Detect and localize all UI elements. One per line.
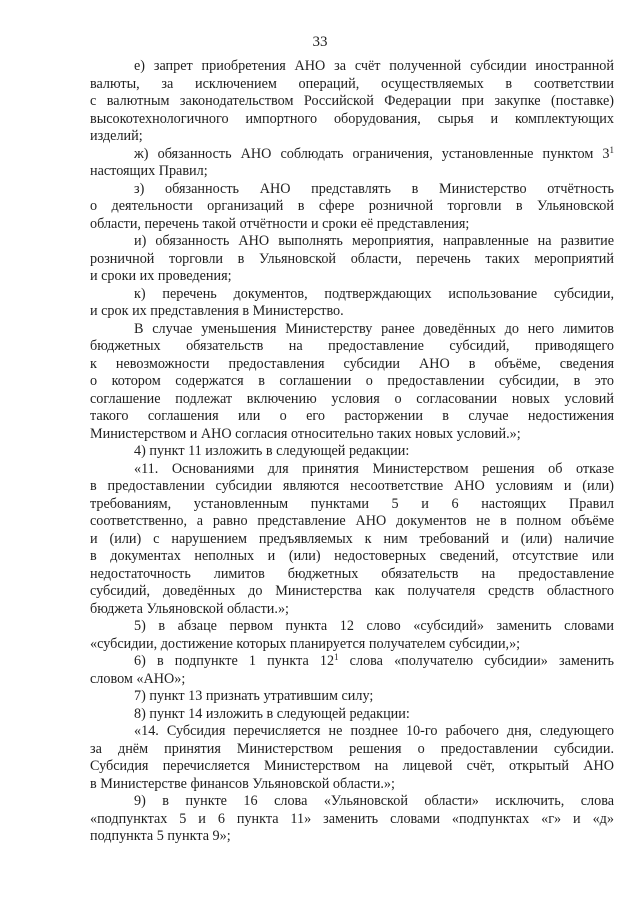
paragraph: [90, 321, 614, 444]
line-text: соглашение подлежат включению условия о согласовании новых условий: [90, 390, 614, 407]
line-text: недостаточность лимитов бюджетных обязательств на предоставление: [90, 565, 614, 582]
text-line: [90, 513, 614, 531]
text-line: [90, 76, 614, 94]
line-text: и (или) с нарушением предъявляемых к ним требований и (или) наличие: [90, 530, 614, 547]
line-text: 9) в пункте 16 слова «Ульяновской области» исключить, слова: [134, 793, 614, 809]
line-text: к невозможности предоставления субсидии АНО в объёме, сведения: [90, 355, 614, 372]
text-line: [90, 688, 614, 706]
text-line: [90, 811, 614, 829]
line-text: Субсидия перечисляется Министерством на лицевой счёт, открытый АНО: [90, 758, 614, 774]
text-line: [90, 111, 614, 129]
paragraph: [90, 286, 614, 321]
line-text: валюты, за исключением операций, осуществляемых в соответствии: [90, 75, 614, 92]
text-line: [90, 776, 614, 794]
paragraph: [90, 146, 614, 181]
line-text: за днём принятия Министерством решения о предоставлении субсидии.: [90, 740, 614, 757]
line-text: е) запрет приобретения АНО за счёт полученной субсидии иностранной: [134, 58, 614, 74]
text-line: [90, 706, 614, 724]
paragraph: [90, 653, 614, 688]
line-text: 4) пункт 11 изложить в следующей редакции:: [134, 443, 410, 459]
text-line: [90, 426, 614, 444]
line-text: высокотехнологичного импортного оборудования, сырья и комплектующих: [90, 110, 614, 127]
text-line: [90, 198, 614, 216]
text-line: [90, 566, 614, 584]
line-text: соответственно, а равно представление АНО документов не в полном объёме: [90, 513, 614, 529]
text-line: [90, 583, 614, 601]
text-line: [90, 443, 614, 461]
text-line: [90, 338, 614, 356]
text-line: [90, 408, 614, 426]
line-text: Министерством и АНО согласия относительно таких новых условий.»;: [90, 425, 521, 442]
line-text: «14. Субсидия перечисляется не позднее 10-го рабочего дня, следующего: [134, 723, 614, 739]
line-text: з) обязанность АНО представлять в Министерство отчётность: [134, 180, 614, 197]
line-text: к) перечень документов, подтверждающих использование субсидии,: [134, 285, 614, 302]
text-line: [90, 146, 614, 164]
line-text: области, перечень такой отчётности и сроки её представления;: [90, 215, 470, 232]
text-line: [90, 793, 614, 811]
paragraph: [90, 461, 614, 619]
paragraph: [90, 688, 614, 706]
line-text: с валютным законодательством Российской Федерации при закупке (поставке): [90, 93, 614, 109]
paragraph: [90, 723, 614, 793]
text-line: [90, 478, 614, 496]
text-line: [90, 391, 614, 409]
page-number: 33: [312, 34, 328, 50]
text-line: [90, 181, 614, 199]
line-text: «субсидии, достижение которых планируется получателем субсидии,»;: [90, 635, 521, 652]
document-body: [90, 58, 614, 846]
line-text: в предоставлении субсидии являются несоответствие АНО условиям и (или): [90, 478, 614, 494]
line-text: и) обязанность АНО выполнять мероприятия, направленные на развитие: [134, 233, 614, 249]
line-text: о котором содержатся в соглашении о предоставлении субсидии, в это: [90, 373, 614, 389]
line-text: 6) в подпункте 1 пункта 12: [134, 653, 335, 669]
text-line: [90, 758, 614, 776]
line-text: «подпунктах 5 и 6 пункта 11» заменить словами «подпунктах «г» и «д»: [90, 810, 614, 827]
line-text: о деятельности организаций в сфере розничной торговли в Ульяновской: [90, 198, 614, 214]
line-text: бюджета Ульяновской области.»;: [90, 600, 289, 617]
text-line: [90, 321, 614, 339]
text-line: [90, 461, 614, 479]
text-line: [90, 548, 614, 566]
text-line: [90, 531, 614, 549]
line-text: В случае уменьшения Министерству ранее доведённых до него лимитов: [134, 320, 614, 337]
line-text: требованиям, установленным пунктами 5 и 6 настоящих Правил: [90, 495, 614, 512]
line-text: розничной торговли в Ульяновской области, перечень таких мероприятий: [90, 250, 614, 267]
text-line: [90, 373, 614, 391]
text-line: [90, 828, 614, 846]
line-text: и сроки их проведения;: [90, 268, 232, 284]
line-text: 8) пункт 14 изложить в следующей редакции:: [134, 705, 410, 722]
line-text-continued: слова «получателю субсидии» заменить: [338, 653, 614, 669]
text-line: [90, 58, 614, 76]
text-line: [90, 653, 614, 671]
text-line: [90, 233, 614, 251]
text-line: [90, 356, 614, 374]
paragraph: [90, 618, 614, 653]
text-line: [90, 496, 614, 514]
text-line: [90, 268, 614, 286]
paragraph: [90, 181, 614, 234]
text-line: [90, 216, 614, 234]
line-text: и срок их представления в Министерство.: [90, 303, 344, 319]
text-line: [90, 286, 614, 304]
line-text: субсидий, доведённых до Министерства как получателя средств областного: [90, 583, 614, 599]
paragraph: [90, 58, 614, 146]
text-line: [90, 618, 614, 636]
line-text: настоящих Правил;: [90, 163, 208, 179]
line-text: «11. Основаниями для принятия Министерством решения об отказе: [134, 460, 614, 477]
paragraph: [90, 443, 614, 461]
paragraph: [90, 793, 614, 846]
line-text: 5) в абзаце первом пункта 12 слово «субсидий» заменить словами: [134, 618, 614, 634]
text-line: [90, 741, 614, 759]
line-text: изделий;: [90, 128, 143, 144]
line-text: ж) обязанность АНО соблюдать ограничения, установленные пунктом 3: [134, 145, 610, 162]
text-line: [90, 128, 614, 146]
text-line: [90, 636, 614, 654]
text-line: [90, 671, 614, 689]
line-text: такого соглашения или о его расторжении в случае недостижения: [90, 408, 614, 424]
text-line: [90, 601, 614, 619]
paragraph: [90, 706, 614, 724]
superscript: 1: [334, 652, 339, 662]
line-text: подпункта 5 пункта 9»;: [90, 828, 231, 844]
text-line: [90, 303, 614, 321]
line-text: в Министерстве финансов Ульяновской области.»;: [90, 775, 395, 792]
line-text: 7) пункт 13 признать утратившим силу;: [134, 688, 374, 704]
text-line: [90, 723, 614, 741]
text-line: [90, 93, 614, 111]
line-text: бюджетных обязательств на предоставление субсидий, приводящего: [90, 338, 614, 354]
text-line: [90, 251, 614, 269]
superscript: 1: [609, 144, 614, 155]
text-line: [90, 163, 614, 181]
paragraph: [90, 233, 614, 286]
line-text: словом «АНО»;: [90, 670, 186, 687]
line-text: в документах неполных и (или) недостоверных сведений, отсутствие или: [90, 548, 614, 564]
